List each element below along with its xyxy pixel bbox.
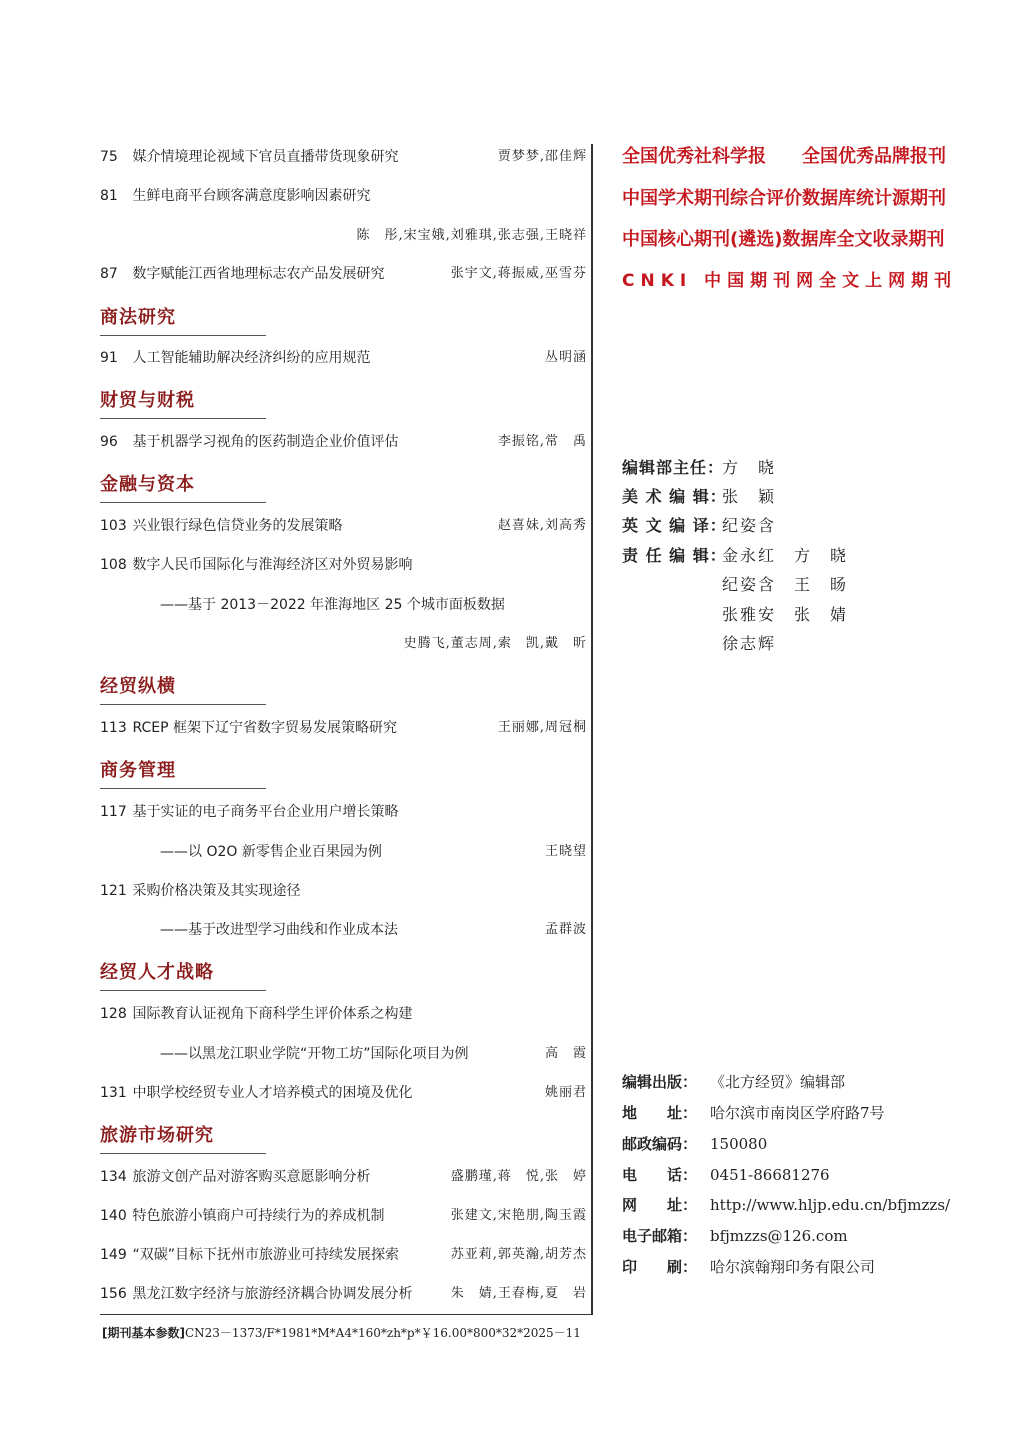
column-divider bbox=[591, 144, 593, 1314]
article-authors: 史腾飞,董志周,索 凯,戴 昕 bbox=[403, 636, 587, 651]
staff-role: 英 文 编 译： bbox=[622, 516, 727, 535]
publisher-row bbox=[622, 1192, 952, 1218]
publisher-label: 电子邮箱： bbox=[622, 1227, 698, 1245]
publisher-row bbox=[622, 1162, 952, 1188]
publisher-value: 哈尔滨翰翔印务有限公司 bbox=[710, 1258, 876, 1276]
publisher-value: 150080 bbox=[710, 1135, 768, 1153]
toc-entry[interactable] bbox=[100, 1284, 587, 1304]
staff-name: 方 晓 bbox=[722, 458, 777, 477]
article-title: 媒介情境理论视域下官员直播带货现象研究 bbox=[132, 149, 399, 165]
section-heading: 旅游市场研究 bbox=[100, 1121, 266, 1154]
article-authors: 贾梦梦,邵佳辉 bbox=[497, 149, 587, 164]
toc-entry[interactable] bbox=[100, 802, 587, 822]
publisher-row bbox=[622, 1069, 952, 1095]
staff-row bbox=[622, 513, 942, 539]
page-number: 75 bbox=[100, 149, 118, 165]
publisher-label: 网 址： bbox=[622, 1196, 698, 1214]
page-number: 121 bbox=[100, 883, 127, 899]
toc-entry[interactable] bbox=[100, 1206, 587, 1226]
page-number: 128 bbox=[100, 1006, 127, 1022]
article-title: “双碳”目标下抚州市旅游业可持续发展探索 bbox=[132, 1247, 399, 1263]
page-number: 96 bbox=[100, 434, 118, 450]
publisher-value: 《北方经贸》编辑部 bbox=[710, 1073, 846, 1091]
article-title: 基于实证的电子商务平台企业用户增长策略 bbox=[132, 804, 399, 820]
article-title: 数字赋能江西省地理标志农产品发展研究 bbox=[132, 266, 385, 282]
article-authors: 苏亚莉,郭英瀚,胡芳杰 bbox=[450, 1247, 587, 1262]
page-number: 103 bbox=[100, 518, 127, 534]
publisher-label: 地 址： bbox=[622, 1104, 698, 1122]
honor-line: 全国优秀社科学报 全国优秀品牌报刊 bbox=[622, 146, 946, 167]
toc-authors-line bbox=[100, 226, 587, 246]
toc-entry[interactable] bbox=[100, 555, 587, 575]
staff-name: 纪姿含 bbox=[722, 516, 777, 535]
article-authors: 高 霞 bbox=[544, 1046, 587, 1061]
page-number: 134 bbox=[100, 1169, 127, 1185]
publisher-label: 邮政编码： bbox=[622, 1135, 698, 1153]
section-heading: 商务管理 bbox=[100, 756, 266, 789]
toc-entry[interactable] bbox=[100, 1245, 587, 1265]
staff-row bbox=[622, 543, 942, 569]
article-title: 兴业银行绿色信贷业务的发展策略 bbox=[132, 518, 343, 534]
article-title: 生鲜电商平台顾客满意度影响因素研究 bbox=[132, 188, 371, 204]
page-number: 140 bbox=[100, 1208, 127, 1224]
section-heading: 商法研究 bbox=[100, 303, 266, 336]
article-title: 黑龙江数字经济与旅游经济耦合协调发展分析 bbox=[132, 1286, 413, 1302]
honor-line: 中国学术期刊综合评价数据库统计源期刊 bbox=[622, 188, 946, 209]
article-title: 数字人民币国际化与淮海经济区对外贸易影响 bbox=[132, 557, 413, 573]
article-subtitle: ——以 O2O 新零售企业百果园为例 bbox=[160, 844, 382, 860]
staff-role: 美 术 编 辑： bbox=[622, 487, 727, 506]
staff-name: 徐志辉 bbox=[722, 634, 777, 653]
publisher-row bbox=[622, 1100, 952, 1126]
article-title: 人工智能辅助解决经济纠纷的应用规范 bbox=[132, 350, 371, 366]
toc-entry[interactable] bbox=[100, 264, 587, 284]
article-title: 特色旅游小镇商户可持续行为的养成机制 bbox=[132, 1208, 385, 1224]
article-authors: 王晓望 bbox=[544, 844, 587, 859]
article-authors: 张宇文,蒋振威,巫雪芬 bbox=[450, 266, 587, 281]
publisher-row bbox=[622, 1223, 952, 1249]
staff-role: 责 任 编 辑： bbox=[622, 546, 727, 565]
page-number: 117 bbox=[100, 804, 127, 820]
page-number: 87 bbox=[100, 266, 118, 282]
article-authors: 张建文,宋艳朋,陶玉霞 bbox=[450, 1208, 587, 1223]
article-authors: 李振铭,常 禹 bbox=[497, 434, 587, 449]
toc-subtitle bbox=[100, 842, 587, 862]
toc-entry[interactable] bbox=[100, 432, 587, 452]
article-authors: 孟群波 bbox=[544, 922, 587, 937]
staff-row bbox=[622, 455, 942, 481]
article-subtitle: ——基于改进型学习曲线和作业成本法 bbox=[160, 922, 398, 938]
article-authors: 陈 彤,宋宝娥,刘雅琪,张志强,王晓祥 bbox=[356, 228, 587, 243]
section-heading: 财贸与财税 bbox=[100, 386, 266, 419]
staff-name: 张雅安 张 婧 bbox=[722, 605, 849, 624]
staff-row bbox=[622, 602, 942, 628]
toc-subtitle bbox=[100, 920, 587, 940]
page-number: 91 bbox=[100, 350, 118, 366]
article-title: 采购价格决策及其实现途径 bbox=[132, 883, 301, 899]
toc-subtitle bbox=[100, 595, 587, 615]
toc-entry[interactable] bbox=[100, 516, 587, 536]
toc-authors-line bbox=[100, 634, 587, 654]
toc-entry[interactable] bbox=[100, 1083, 587, 1103]
publisher-row bbox=[622, 1254, 952, 1280]
toc-entry[interactable] bbox=[100, 186, 587, 206]
publisher-email-link[interactable]: bfjmzzs@126.com bbox=[710, 1227, 848, 1245]
staff-role: 编辑部主任： bbox=[622, 458, 725, 477]
article-subtitle: ——以黑龙江职业学院“开物工坊”国际化项目为例 bbox=[160, 1046, 469, 1062]
toc-entry[interactable] bbox=[100, 1167, 587, 1187]
page-number: 108 bbox=[100, 557, 127, 573]
publisher-label: 印 刷： bbox=[622, 1258, 698, 1276]
article-title: 国际教育认证视角下商科学生评价体系之构建 bbox=[132, 1006, 413, 1022]
staff-row bbox=[622, 484, 942, 510]
toc-entry[interactable] bbox=[100, 147, 587, 167]
staff-row bbox=[622, 631, 942, 657]
publisher-value: 哈尔滨市南岗区学府路7号 bbox=[710, 1104, 885, 1122]
page-number: 81 bbox=[100, 188, 118, 204]
section-heading: 经贸人才战略 bbox=[100, 958, 266, 991]
section-heading: 金融与资本 bbox=[100, 470, 266, 503]
article-authors: 朱 婧,王春梅,夏 岩 bbox=[450, 1286, 587, 1301]
honor-line: 中国核心期刊(遴选)数据库全文收录期刊 bbox=[622, 229, 945, 250]
page-number: 156 bbox=[100, 1286, 127, 1302]
article-title: RCEP 框架下辽宁省数字贸易发展策略研究 bbox=[132, 720, 397, 736]
toc-entry[interactable] bbox=[100, 348, 587, 368]
article-authors: 姚丽君 bbox=[544, 1085, 587, 1100]
publisher-row bbox=[622, 1131, 952, 1157]
staff-row bbox=[622, 572, 942, 598]
toc-entry[interactable] bbox=[100, 718, 587, 738]
article-authors: 赵喜妹,刘高秀 bbox=[497, 518, 587, 533]
article-title: 旅游文创产品对游客购买意愿影响分析 bbox=[132, 1169, 371, 1185]
article-subtitle: ——基于 2013－2022 年淮海地区 25 个城市面板数据 bbox=[160, 597, 505, 613]
staff-name: 金永红 方 晓 bbox=[722, 546, 849, 565]
toc-entry[interactable] bbox=[100, 881, 587, 901]
article-authors: 丛明涵 bbox=[544, 350, 587, 365]
params-value: CN23－1373/F*1981*M*A4*160*zh*p*￥16.00*800*32*2025－11 bbox=[184, 1326, 581, 1340]
publisher-website-link[interactable]: http://www.hljp.edu.cn/bfjmzzs/ bbox=[710, 1196, 951, 1214]
article-title: 中职学校经贸专业人才培养模式的困境及优化 bbox=[132, 1085, 413, 1101]
page-number: 113 bbox=[100, 720, 127, 736]
honor-line: CNKI 中国期刊网全文上网期刊 bbox=[622, 271, 958, 291]
publisher-label: 电 话： bbox=[622, 1166, 698, 1184]
publisher-label: 编辑出版： bbox=[622, 1073, 698, 1091]
article-authors: 王丽娜,周冠桐 bbox=[497, 720, 587, 735]
section-heading: 经贸纵横 bbox=[100, 672, 266, 705]
article-authors: 盛鹏瑾,蒋 悦,张 婷 bbox=[450, 1169, 587, 1184]
page-number: 149 bbox=[100, 1247, 127, 1263]
footer-divider bbox=[100, 1314, 593, 1315]
params-label: [期刊基本参数] bbox=[102, 1326, 185, 1340]
toc-subtitle bbox=[100, 1044, 587, 1064]
article-title: 基于机器学习视角的医药制造企业价值评估 bbox=[132, 434, 399, 450]
page-number: 131 bbox=[100, 1085, 127, 1101]
journal-parameters bbox=[102, 1324, 592, 1342]
toc-entry[interactable] bbox=[100, 1004, 587, 1024]
staff-name: 张 颖 bbox=[722, 487, 777, 506]
publisher-value: 0451-86681276 bbox=[710, 1166, 830, 1184]
staff-name: 纪姿含 王 旸 bbox=[722, 575, 849, 594]
